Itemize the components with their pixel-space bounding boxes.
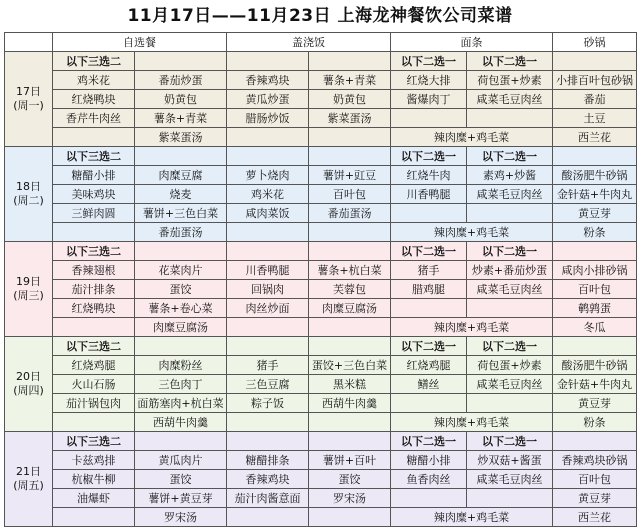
dish-cell: 蛋饺 [135,280,227,299]
dish-cell: 火山石肠 [53,375,135,394]
dish-cell: 荷包蛋+炒素 [467,356,553,375]
dish-cell [467,299,553,318]
dish-cell: 鳝丝 [391,375,467,394]
menu-table [4,32,637,527]
dish-cell [467,204,553,223]
empty-cell [553,337,637,356]
dish-cell: 咸菜毛豆肉丝 [467,470,553,489]
dish-cell: 金针菇+牛肉丸 [553,375,637,394]
dish-cell: 薯条+卷心菜 [135,299,227,318]
day-date: 19日 [16,275,41,288]
menu-row [5,489,637,508]
dish-cell: 薯饼+三色白菜 [135,204,227,223]
dish-cell: 蛋饺+三色白菜 [309,356,391,375]
day-cell [5,432,53,527]
menu-row [5,223,637,242]
dish-cell: 茄汁锅包肉 [53,394,135,413]
dish-cell: 咸菜毛豆肉丝 [467,375,553,394]
dish-cell: 糖醋小排 [391,451,467,470]
dish-cell: 薯饼+豇豆 [309,166,391,185]
choice-label-zixuan: 以下三选二 [53,432,135,451]
dish-cell: 红烧鸭块 [53,299,135,318]
day-weekday: (周三) [13,289,44,302]
dish-cell: 川香鸭腿 [227,261,309,280]
menu-row [5,166,637,185]
dish-cell: 鱼香肉丝 [391,470,467,489]
dish-cell: 奶黄包 [309,90,391,109]
empty-cell [553,147,637,166]
dish-cell: 黄豆芽 [553,394,637,413]
menu-row [5,109,637,128]
dish-cell: 鸡米花 [227,185,309,204]
dish-cell: 烧麦 [135,185,227,204]
day-weekday: (周四) [13,384,44,397]
empty-cell [53,508,135,527]
menu-row [5,318,637,337]
dish-cell: 红烧鸭块 [53,90,135,109]
dish-cell: 红烧鸡腿 [391,356,467,375]
menu-row [5,147,637,166]
dish-cell: 茄汁排条 [53,280,135,299]
empty-cell [227,147,309,166]
menu-row [5,394,637,413]
dish-cell: 香辣鸡块砂锅 [553,451,637,470]
shaguo-last-cell: 冬瓜 [553,318,637,337]
empty-cell [135,337,227,356]
dish-cell [391,394,467,413]
day-cell [5,147,53,242]
empty-cell [53,318,135,337]
dish-cell: 黄瓜炒蛋 [227,90,309,109]
category-header-row [5,33,637,52]
menu-row [5,71,637,90]
dish-cell: 咸菜毛豆肉丝 [467,185,553,204]
choice-label-mian-a: 以下二选一 [391,147,467,166]
empty-cell [227,318,309,337]
dish-cell: 腊肠炒饭 [227,109,309,128]
menu-row [5,204,637,223]
dish-cell: 百叶包 [553,280,637,299]
empty-cell [53,223,135,242]
empty-cell [227,128,309,147]
dish-cell [391,109,467,128]
dish-cell: 鸡米花 [53,71,135,90]
dish-cell: 猪手 [227,356,309,375]
menu-row [5,261,637,280]
dish-cell: 荷包蛋+炒素 [467,71,553,90]
dish-cell: 咸菜毛豆肉丝 [467,280,553,299]
empty-cell [135,52,227,71]
dish-cell: 红烧牛肉 [391,166,467,185]
empty-cell [135,147,227,166]
choice-label-zixuan: 以下三选二 [53,337,135,356]
shaguo-last-cell: 西兰花 [553,508,637,527]
category-shaguo: 砂锅 [553,33,637,52]
choice-label-mian-b: 以下二选一 [467,337,553,356]
empty-cell [227,337,309,356]
dish-cell: 蛋饺 [309,470,391,489]
dish-cell: 美味鸡块 [53,185,135,204]
shaguo-last-cell: 粉条 [553,223,637,242]
dish-cell: 香辣鸡块 [227,71,309,90]
empty-cell [309,147,391,166]
dish-cell: 黄瓜肉片 [135,451,227,470]
empty-cell [309,508,391,527]
empty-cell [53,128,135,147]
dish-cell: 咸菜毛豆肉丝 [467,90,553,109]
choice-label-mian-b: 以下二选一 [467,242,553,261]
dish-cell: 川香鸭腿 [391,185,467,204]
dish-cell: 奶黄包 [135,90,227,109]
dish-cell: 番茄 [553,90,637,109]
dish-cell: 肉糜豆腐 [135,166,227,185]
corner-cell [5,33,53,52]
choice-label-mian-b: 以下二选一 [467,52,553,71]
dish-cell: 薯条+青菜 [135,109,227,128]
dish-cell: 红烧大排 [391,71,467,90]
dish-cell: 酸汤肥牛砂锅 [553,356,637,375]
menu-row [5,470,637,489]
dish-cell: 肉糜豆腐汤 [309,299,391,318]
dish-cell: 香辣翅根 [53,261,135,280]
dish-cell: 番茄炒蛋 [135,71,227,90]
dish-cell: 酸汤肥牛砂锅 [553,166,637,185]
dish-cell: 猪手 [391,261,467,280]
dish-cell: 粽子饭 [227,394,309,413]
choice-label-zixuan: 以下三选二 [53,147,135,166]
choice-label-mian-b: 以下二选一 [467,432,553,451]
dish-cell: 素鸡+炒酱 [467,166,553,185]
dish-cell: 香芹牛肉丝 [53,109,135,128]
shaguo-last-cell: 粉条 [553,413,637,432]
dish-cell: 西葫牛肉羹 [309,394,391,413]
category-zixuan: 自选餐 [53,33,227,52]
noodle-common-cell: 辣肉糜+鸡毛菜 [391,508,553,527]
day-cell [5,52,53,147]
soup-cell: 肉糜豆腐汤 [135,318,227,337]
day-weekday: (周一) [13,99,44,112]
menu-row [5,280,637,299]
empty-cell [309,128,391,147]
empty-cell [309,432,391,451]
dish-cell: 茄汁肉酱意面 [227,489,309,508]
empty-cell [227,413,309,432]
dish-cell: 紫菜蛋汤 [309,109,391,128]
soup-cell: 紫菜蛋汤 [135,128,227,147]
empty-cell [135,432,227,451]
dish-cell: 肉丝炒面 [227,299,309,318]
dish-cell [467,394,553,413]
menu-row [5,337,637,356]
day-cell [5,337,53,432]
day-date: 21日 [16,465,41,478]
menu-row [5,90,637,109]
category-gaijiao: 盖浇饭 [227,33,391,52]
menu-row [5,356,637,375]
dish-cell: 黄豆芽 [553,204,637,223]
choice-label-mian-a: 以下二选一 [391,432,467,451]
noodle-common-cell: 辣肉糜+鸡毛菜 [391,413,553,432]
empty-cell [309,52,391,71]
dish-cell: 油爆虾 [53,489,135,508]
choice-label-mian-b: 以下二选一 [467,147,553,166]
choice-label-zixuan: 以下三选二 [53,52,135,71]
dish-cell: 蛋饺 [135,470,227,489]
dish-cell: 腊鸡腿 [391,280,467,299]
dish-cell: 肉糜粉丝 [135,356,227,375]
empty-cell [227,508,309,527]
noodle-common-cell: 辣肉糜+鸡毛菜 [391,223,553,242]
dish-cell: 香辣鸡块 [227,470,309,489]
menu-row [5,508,637,527]
menu-row [5,185,637,204]
dish-cell: 花菜肉片 [135,261,227,280]
choice-label-mian-a: 以下二选一 [391,337,467,356]
dish-cell: 咸肉菜饭 [227,204,309,223]
dish-cell: 酱爆肉丁 [391,90,467,109]
dish-cell: 卡兹鸡排 [53,451,135,470]
noodle-common-cell: 辣肉糜+鸡毛菜 [391,128,553,147]
dish-cell: 芙蓉包 [309,280,391,299]
menu-row [5,432,637,451]
dish-cell: 小排百叶包砂锅 [553,71,637,90]
dish-cell: 糖醋小排 [53,166,135,185]
dish-cell: 红烧鸡腿 [53,356,135,375]
menu-row [5,299,637,318]
dish-cell: 杭椒牛柳 [53,470,135,489]
menu-row [5,451,637,470]
dish-cell [467,489,553,508]
menu-row [5,413,637,432]
dish-cell: 金针菇+牛肉丸 [553,185,637,204]
day-cell [5,242,53,337]
dish-cell: 萝卜烧肉 [227,166,309,185]
dish-cell: 三色豆腐 [227,375,309,394]
day-date: 18日 [16,180,41,193]
choice-label-mian-a: 以下二选一 [391,52,467,71]
noodle-common-cell: 辣肉糜+鸡毛菜 [391,318,553,337]
dish-cell [391,489,467,508]
menu-row [5,128,637,147]
empty-cell [227,432,309,451]
day-weekday: (周五) [13,479,44,492]
dish-cell: 薯饼+黄豆芽 [135,489,227,508]
category-mian: 面条 [391,33,553,52]
dish-cell: 三鲜肉圆 [53,204,135,223]
dish-cell: 鹌鹑蛋 [553,299,637,318]
empty-cell [227,52,309,71]
empty-cell [553,432,637,451]
dish-cell: 炒双菇+酱蛋 [467,451,553,470]
shaguo-last-cell: 西兰花 [553,128,637,147]
dish-cell: 番茄蛋汤 [309,204,391,223]
menu-row [5,242,637,261]
dish-cell: 三色肉丁 [135,375,227,394]
soup-cell: 番茄蛋汤 [135,223,227,242]
day-date: 17日 [16,85,41,98]
dish-cell: 百叶包 [309,185,391,204]
day-weekday: (周二) [13,194,44,207]
menu-row [5,375,637,394]
dish-cell [467,109,553,128]
soup-cell: 西葫牛肉羹 [135,413,227,432]
dish-cell: 薯条+青菜 [309,71,391,90]
empty-cell [553,242,637,261]
dish-cell: 糖醋排条 [227,451,309,470]
page-title: 11月17日——11月23日 上海龙神餐饮公司菜谱 [127,6,513,26]
dish-cell [391,204,467,223]
day-date: 20日 [16,370,41,383]
dish-cell [391,299,467,318]
menu-row [5,52,637,71]
empty-cell [309,337,391,356]
dish-cell: 薯条+杭白菜 [309,261,391,280]
dish-cell: 炒素+番茄炒蛋 [467,261,553,280]
dish-cell: 土豆 [553,109,637,128]
empty-cell [227,223,309,242]
dish-cell: 黑米糕 [309,375,391,394]
empty-cell [135,242,227,261]
choice-label-mian-a: 以下二选一 [391,242,467,261]
soup-cell: 罗宋汤 [135,508,227,527]
dish-cell: 百叶包 [553,470,637,489]
empty-cell [309,413,391,432]
dish-cell: 回锅肉 [227,280,309,299]
empty-cell [53,413,135,432]
empty-cell [227,242,309,261]
dish-cell: 黄豆芽 [553,489,637,508]
empty-cell [309,242,391,261]
empty-cell [309,318,391,337]
dish-cell: 薯饼+百叶 [309,451,391,470]
dish-cell: 罗宋汤 [309,489,391,508]
empty-cell [309,223,391,242]
dish-cell: 咸肉小排砂锅 [553,261,637,280]
dish-cell: 面筋塞肉+杭白菜 [135,394,227,413]
empty-cell [553,52,637,71]
choice-label-zixuan: 以下三选二 [53,242,135,261]
